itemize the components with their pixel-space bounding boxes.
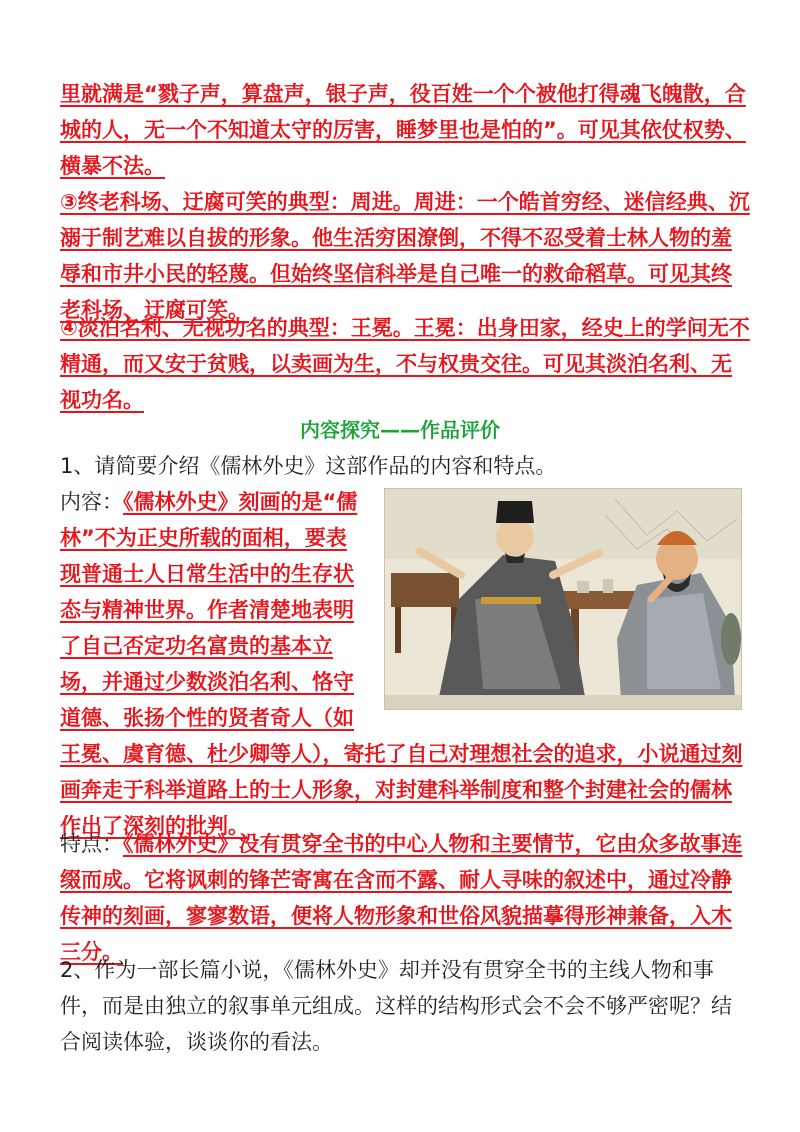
content-line-2: 林”不为正史所载的面相，要表: [60, 526, 347, 550]
content-line-5: 了自己否定功名富贵的基本立: [60, 634, 333, 658]
content-line-4: 态与精神世界。作者清楚地表明: [60, 598, 354, 622]
content-line-1: 内容：《儒林外史》刻画的是“儒: [60, 490, 358, 514]
question-2: 2、作为一部长篇小说，《儒林外史》却并没有贯穿全书的主线人物和事件，而是由独立的叙事单元组成。这样的结构形式会不会不够严密呢？结合阅读体验，谈谈你的看法。: [60, 958, 732, 1054]
section-heading: 内容探究——作品评价: [300, 418, 500, 442]
question-1: 1、请简要介绍《儒林外史》这部作品的内容和特点。: [60, 454, 557, 478]
answer-paragraph-wangmian: ④淡泊名利、无视功名的典型：王冕。王冕：出身田家，经史上的学问无不精通，而又安于贫贱，以卖画为生，不与权贵交往。可见其淡泊名利、无视功名。: [60, 316, 750, 412]
illustration-art: [385, 489, 741, 709]
feature-paragraph: 特点：《儒林外史》没有贯穿全书的中心人物和主要情节，它由众多故事连缀而成。它将讽刺的锋芒寄寓在含而不露、耐人寻味的叙述中，通过冷静传神的刻画，寥寥数语，便将人物形象和世俗风貌描摹得形神兼备，入木三分。: [60, 832, 743, 964]
content-line-6: 场，并通过少数淡泊名利、恪守: [60, 670, 354, 694]
content-label: 内容：: [60, 490, 123, 514]
answer-paragraph-tyrant: 里就满是“戮子声，算盘声，银子声，役百姓一个个被他打得魂飞魄散，合城的人，无一个不知道太守的厉害，睡梦里也是怕的”。可见其依仗权势、横暴不法。: [60, 82, 746, 178]
content-paragraph-rest: 王冕、虞育德、杜少卿等人），寄托了自己对理想社会的追求，小说通过刻画奔走于科举道路上的士人形象，对封建科举制度和整个封建社会的儒林作出了深刻的批判。: [60, 742, 743, 838]
content-line-7: 道德、张扬个性的贤者奇人（如: [60, 706, 354, 730]
feature-label: 特点：: [60, 832, 123, 856]
scholar-scene-illustration: [384, 488, 742, 710]
content-line-3: 现普通士人日常生活中的生存状: [60, 562, 354, 586]
answer-paragraph-zhoujin: ③终老科场、迂腐可笑的典型：周进。周进：一个皓首穷经、迷信经典、沉溺于制艺难以自拔的形象。他生活穷困潦倒，不得不忍受着士林人物的羞辱和市井小民的轻蔑。但始终坚信科举是自己唯一的救命稻草。可见其终老科场、迂腐可笑。: [60, 190, 750, 322]
